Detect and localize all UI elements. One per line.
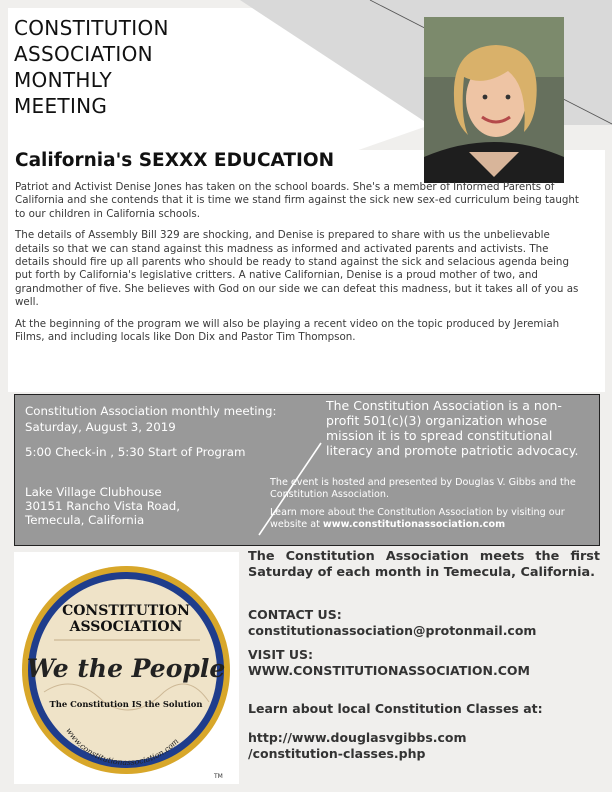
association-seal <box>14 552 239 784</box>
meeting-venue <box>25 485 180 527</box>
classes-label: Learn about local Constitution Classes at: <box>248 701 543 716</box>
venue-city: Temecula, California <box>25 513 145 527</box>
venue-address: 30151 Rancho Vista Road, <box>25 499 181 513</box>
meeting-details <box>25 403 277 460</box>
website-link[interactable]: www.constitutionassociation.com <box>322 519 506 530</box>
visit-block <box>248 647 600 679</box>
learn-more-prefix: Learn more about the Constitution Association by visiting our website at <box>270 507 565 530</box>
title-line: MONTHLY <box>14 68 113 92</box>
classes-url-path[interactable]: /constitution-classes.php <box>248 746 426 761</box>
paragraph: Patriot and Activist Denise Jones has taken on the school boards. She's a member of Informed Parents of California and she contends that it is time we stand firm against the sick new sex-ed curriculum being taught to our children in California schools. <box>15 181 579 220</box>
seal-bottom: ASSOCIATION <box>69 619 183 635</box>
paragraph: At the beginning of the program we will also be playing a recent video on the topic produced by Jeremiah Films, and including locals like Don Dix and Pastor Tim Thompson. <box>15 317 560 344</box>
meeting-info-box <box>14 394 600 546</box>
headline: California's SEXXX EDUCATION <box>15 150 335 171</box>
article-body <box>15 181 585 352</box>
visit-label: VISIT US: <box>248 647 314 662</box>
meeting-date: Saturday, August 3, 2019 <box>25 420 176 434</box>
trademark: TM <box>214 773 223 780</box>
contact-column <box>248 549 600 762</box>
title-line: MEETING <box>14 94 108 118</box>
contact-email[interactable]: constitutionassociation@protonmail.com <box>248 623 537 638</box>
visit-url[interactable]: WWW.CONSTITUTIONASSOCIATION.COM <box>248 663 531 678</box>
title-line: ASSOCIATION <box>14 42 153 66</box>
seal-script: We the People <box>26 654 226 683</box>
host-text <box>270 477 595 531</box>
seal-top: CONSTITUTION <box>62 603 190 619</box>
venue-name: Lake Village Clubhouse <box>25 485 162 499</box>
about-text: The Constitution Association is a non-profit 501(c)(3) organization whose mission it is to spread constitutional literacy and promote patriotic advocacy. <box>326 398 579 458</box>
seal-site-text: www.constitutionassociation.com <box>64 726 181 768</box>
meeting-schedule: The Constitution Association meets the first Saturday of each month in Temecula, California. <box>248 549 600 580</box>
meeting-time: 5:00 Check-in , 5:30 Start of Program <box>25 445 246 459</box>
contact-block <box>248 607 600 639</box>
meeting-heading: Constitution Association monthly meeting: <box>25 404 277 418</box>
paragraph: The details of Assembly Bill 329 are shocking, and Denise is prepared to share with us the unbelievable details so that we can stand against this madness as informed and activated parents and activists. The details should fire up all parents who should be ready to stand against the sick and selacious agenda being put forth by California's legislative critters. A native Californian, Denise is a proud mother of two, and grandmother of five. She believes with God on our side we can defeat this madness, but it takes all of you as well. <box>15 229 579 309</box>
classes-block <box>248 701 600 762</box>
learn-more <box>270 507 595 531</box>
speaker-photo <box>424 17 564 183</box>
seal-motto: The Constitution IS the Solution <box>49 699 203 709</box>
classes-url[interactable]: http://www.douglasvgibbs.com <box>248 730 467 745</box>
flyer-title <box>14 15 254 119</box>
contact-label: CONTACT US: <box>248 607 342 622</box>
title-line: CONSTITUTION <box>14 16 169 40</box>
hosted-by: The event is hosted and presented by Douglas V. Gibbs and the Constitution Association. <box>270 477 576 500</box>
